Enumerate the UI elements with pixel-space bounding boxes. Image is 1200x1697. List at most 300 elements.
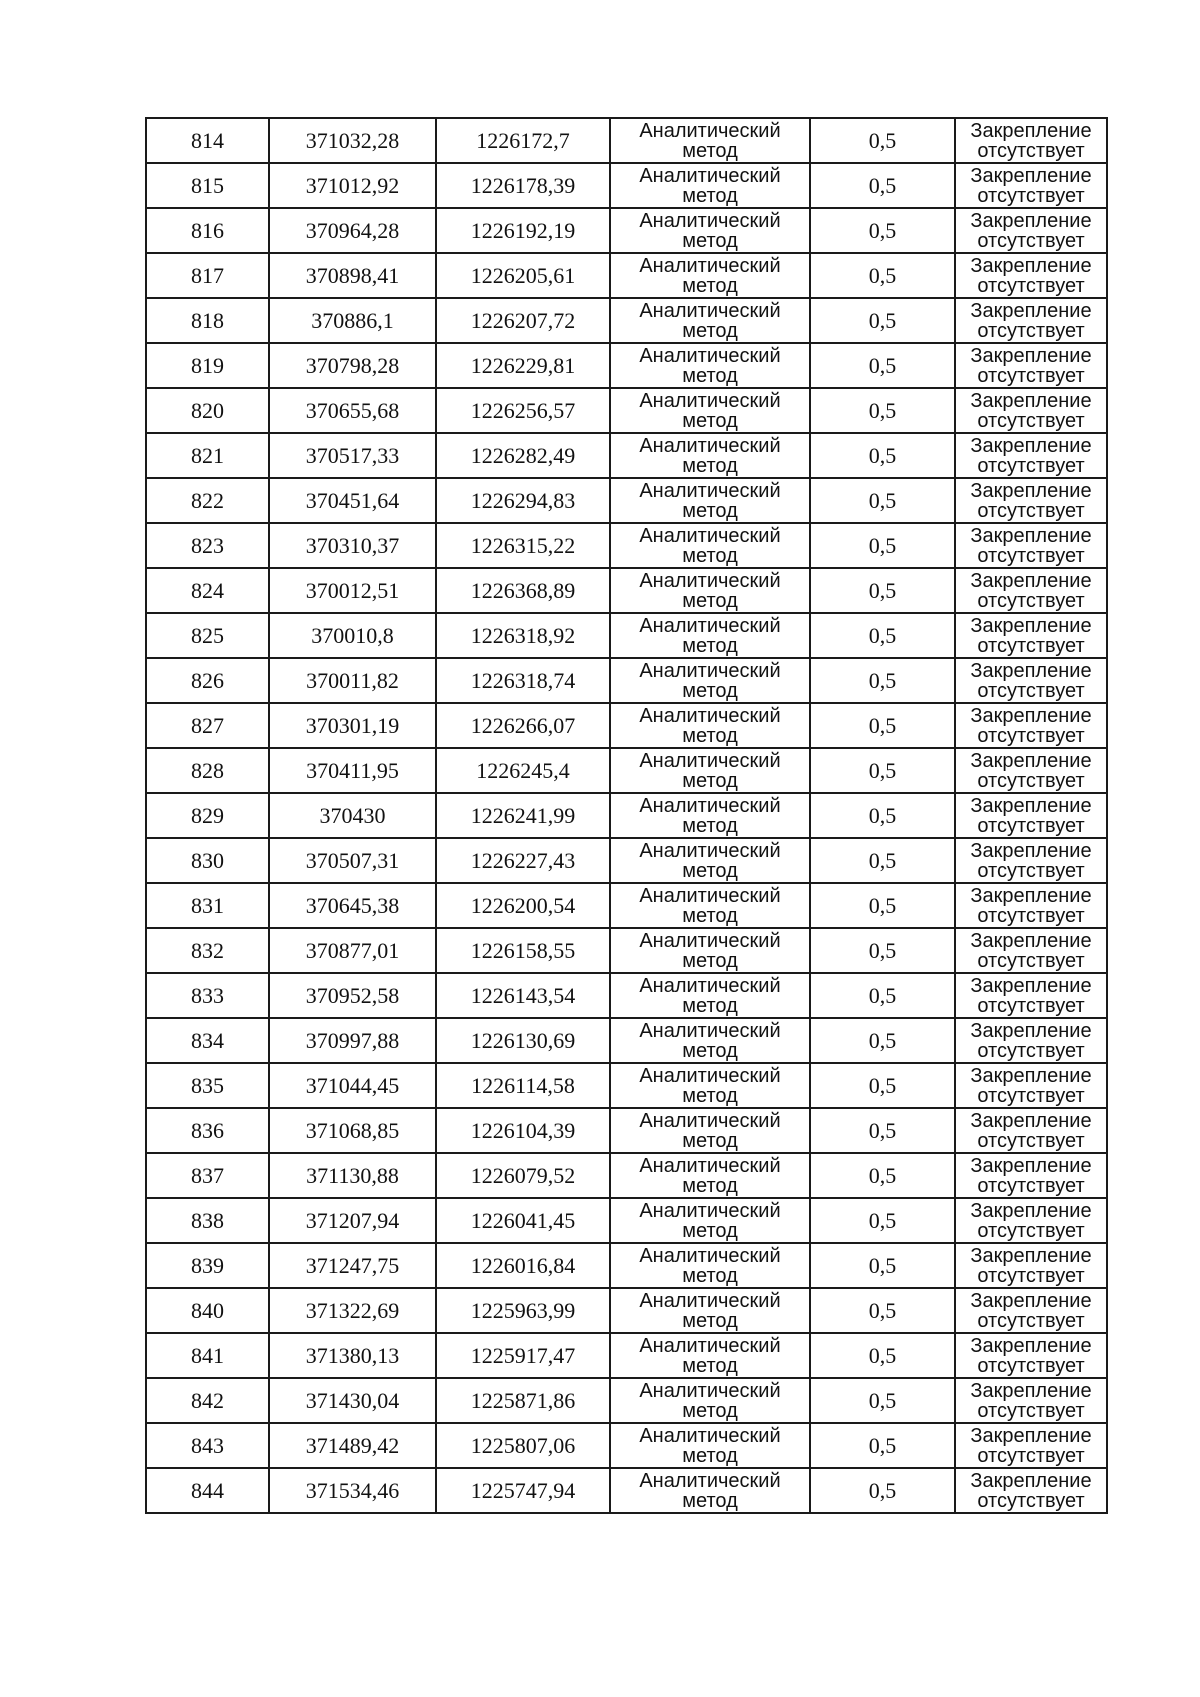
y-coordinate-cell: 1226205,61 xyxy=(436,253,610,298)
fixing-cell xyxy=(955,613,1107,658)
table-row xyxy=(146,343,1107,388)
fixing-cell xyxy=(955,1063,1107,1108)
method-cell xyxy=(610,1018,810,1063)
method-text-line: Аналитический xyxy=(639,839,781,862)
fixing-text-line: отсутствует xyxy=(977,1084,1085,1107)
method-text-line: Аналитический xyxy=(639,1199,781,1222)
method-cell xyxy=(610,838,810,883)
y-coordinate-cell: 1226229,81 xyxy=(436,343,610,388)
table-row xyxy=(146,208,1107,253)
fixing-cell xyxy=(955,1108,1107,1153)
fixing-text-line: Закрепление xyxy=(970,254,1092,277)
y-coordinate-cell: 1226158,55 xyxy=(436,928,610,973)
error-value-cell: 0,5 xyxy=(810,973,955,1018)
fixing-cell xyxy=(955,1288,1107,1333)
fixing-text-line: отсутствует xyxy=(977,949,1085,972)
fixing-text-line: Закрепление xyxy=(970,704,1092,727)
y-coordinate-cell: 1225963,99 xyxy=(436,1288,610,1333)
y-coordinate-cell: 1226079,52 xyxy=(436,1153,610,1198)
error-value-cell: 0,5 xyxy=(810,163,955,208)
method-text-line: метод xyxy=(682,229,738,252)
method-text-line: метод xyxy=(682,634,738,657)
point-number-cell: 827 xyxy=(146,703,269,748)
x-coordinate-cell: 370430 xyxy=(269,793,436,838)
point-number-cell: 818 xyxy=(146,298,269,343)
method-text-line: Аналитический xyxy=(639,164,781,187)
x-coordinate-cell: 370310,37 xyxy=(269,523,436,568)
y-coordinate-cell: 1226318,92 xyxy=(436,613,610,658)
y-coordinate-cell: 1226104,39 xyxy=(436,1108,610,1153)
fixing-text-line: отсутствует xyxy=(977,1444,1085,1467)
fixing-cell xyxy=(955,973,1107,1018)
fixing-text-line: Закрепление xyxy=(970,209,1092,232)
fixing-cell xyxy=(955,1468,1107,1513)
y-coordinate-cell: 1226256,57 xyxy=(436,388,610,433)
error-value-cell: 0,5 xyxy=(810,433,955,478)
fixing-text-line: Закрепление xyxy=(970,1154,1092,1177)
error-value-cell: 0,5 xyxy=(810,793,955,838)
x-coordinate-cell: 370012,51 xyxy=(269,568,436,613)
fixing-text-line: отсутствует xyxy=(977,454,1085,477)
fixing-text-line: отсутствует xyxy=(977,1354,1085,1377)
y-coordinate-cell: 1226282,49 xyxy=(436,433,610,478)
coordinates-table-body xyxy=(146,118,1107,1513)
table-row xyxy=(146,388,1107,433)
table-row xyxy=(146,298,1107,343)
method-cell xyxy=(610,1153,810,1198)
fixing-cell xyxy=(955,838,1107,883)
y-coordinate-cell: 1226192,19 xyxy=(436,208,610,253)
fixing-cell xyxy=(955,208,1107,253)
method-text-line: метод xyxy=(682,1129,738,1152)
fixing-cell xyxy=(955,1018,1107,1063)
table-row xyxy=(146,1153,1107,1198)
method-text-line: метод xyxy=(682,949,738,972)
table-row xyxy=(146,1333,1107,1378)
x-coordinate-cell: 370645,38 xyxy=(269,883,436,928)
error-value-cell: 0,5 xyxy=(810,883,955,928)
fixing-text-line: отсутствует xyxy=(977,1309,1085,1332)
y-coordinate-cell: 1225871,86 xyxy=(436,1378,610,1423)
table-row xyxy=(146,928,1107,973)
method-text-line: метод xyxy=(682,1354,738,1377)
fixing-cell xyxy=(955,163,1107,208)
y-coordinate-cell: 1226315,22 xyxy=(436,523,610,568)
method-cell xyxy=(610,208,810,253)
fixing-cell xyxy=(955,748,1107,793)
fixing-cell xyxy=(955,118,1107,163)
error-value-cell: 0,5 xyxy=(810,208,955,253)
fixing-text-line: отсутствует xyxy=(977,364,1085,387)
point-number-cell: 830 xyxy=(146,838,269,883)
method-text-line: метод xyxy=(682,679,738,702)
method-cell xyxy=(610,703,810,748)
table-row xyxy=(146,118,1107,163)
fixing-text-line: отсутствует xyxy=(977,184,1085,207)
method-cell xyxy=(610,433,810,478)
x-coordinate-cell: 370997,88 xyxy=(269,1018,436,1063)
error-value-cell: 0,5 xyxy=(810,118,955,163)
method-text-line: Аналитический xyxy=(639,1154,781,1177)
table-row xyxy=(146,478,1107,523)
method-cell xyxy=(610,1108,810,1153)
fixing-text-line: отсутствует xyxy=(977,1399,1085,1422)
method-text-line: Аналитический xyxy=(639,344,781,367)
error-value-cell: 0,5 xyxy=(810,388,955,433)
error-value-cell: 0,5 xyxy=(810,1153,955,1198)
x-coordinate-cell: 370964,28 xyxy=(269,208,436,253)
method-text-line: Аналитический xyxy=(639,209,781,232)
method-text-line: метод xyxy=(682,724,738,747)
y-coordinate-cell: 1226178,39 xyxy=(436,163,610,208)
fixing-text-line: Закрепление xyxy=(970,884,1092,907)
method-text-line: метод xyxy=(682,1309,738,1332)
method-text-line: метод xyxy=(682,1174,738,1197)
table-row xyxy=(146,253,1107,298)
table-row xyxy=(146,793,1107,838)
y-coordinate-cell: 1226143,54 xyxy=(436,973,610,1018)
fixing-text-line: отсутствует xyxy=(977,139,1085,162)
method-cell xyxy=(610,1243,810,1288)
y-coordinate-cell: 1226130,69 xyxy=(436,1018,610,1063)
x-coordinate-cell: 370011,82 xyxy=(269,658,436,703)
fixing-text-line: Закрепление xyxy=(970,794,1092,817)
point-number-cell: 837 xyxy=(146,1153,269,1198)
method-cell xyxy=(610,1468,810,1513)
fixing-text-line: отсутствует xyxy=(977,589,1085,612)
y-coordinate-cell: 1226266,07 xyxy=(436,703,610,748)
table-row xyxy=(146,613,1107,658)
y-coordinate-cell: 1226245,4 xyxy=(436,748,610,793)
fixing-cell xyxy=(955,388,1107,433)
table-row xyxy=(146,1063,1107,1108)
method-text-line: Аналитический xyxy=(639,1109,781,1132)
fixing-text-line: Закрепление xyxy=(970,659,1092,682)
x-coordinate-cell: 371044,45 xyxy=(269,1063,436,1108)
fixing-text-line: отсутствует xyxy=(977,1039,1085,1062)
table-row xyxy=(146,523,1107,568)
method-text-line: Аналитический xyxy=(639,614,781,637)
error-value-cell: 0,5 xyxy=(810,568,955,613)
error-value-cell: 0,5 xyxy=(810,1468,955,1513)
fixing-text-line: Закрепление xyxy=(970,434,1092,457)
method-text-line: метод xyxy=(682,409,738,432)
point-number-cell: 823 xyxy=(146,523,269,568)
point-number-cell: 825 xyxy=(146,613,269,658)
fixing-text-line: отсутствует xyxy=(977,1219,1085,1242)
method-cell xyxy=(610,973,810,1018)
y-coordinate-cell: 1226318,74 xyxy=(436,658,610,703)
fixing-text-line: отсутствует xyxy=(977,814,1085,837)
error-value-cell: 0,5 xyxy=(810,703,955,748)
fixing-text-line: отсутствует xyxy=(977,859,1085,882)
method-text-line: Аналитический xyxy=(639,1379,781,1402)
x-coordinate-cell: 371534,46 xyxy=(269,1468,436,1513)
method-text-line: Аналитический xyxy=(639,1469,781,1492)
method-text-line: метод xyxy=(682,1444,738,1467)
fixing-text-line: Закрепление xyxy=(970,1019,1092,1042)
method-text-line: Аналитический xyxy=(639,974,781,997)
method-text-line: метод xyxy=(682,1489,738,1512)
fixing-text-line: отсутствует xyxy=(977,904,1085,927)
x-coordinate-cell: 371489,42 xyxy=(269,1423,436,1468)
y-coordinate-cell: 1226200,54 xyxy=(436,883,610,928)
fixing-cell xyxy=(955,1153,1107,1198)
error-value-cell: 0,5 xyxy=(810,1288,955,1333)
fixing-cell xyxy=(955,523,1107,568)
fixing-text-line: Закрепление xyxy=(970,119,1092,142)
method-text-line: Аналитический xyxy=(639,1064,781,1087)
fixing-text-line: отсутствует xyxy=(977,274,1085,297)
method-cell xyxy=(610,478,810,523)
point-number-cell: 843 xyxy=(146,1423,269,1468)
fixing-text-line: отсутствует xyxy=(977,679,1085,702)
fixing-text-line: Закрепление xyxy=(970,1064,1092,1087)
fixing-cell xyxy=(955,478,1107,523)
x-coordinate-cell: 371012,92 xyxy=(269,163,436,208)
fixing-text-line: Закрепление xyxy=(970,839,1092,862)
fixing-cell xyxy=(955,253,1107,298)
fixing-cell xyxy=(955,343,1107,388)
table-row xyxy=(146,433,1107,478)
method-cell xyxy=(610,658,810,703)
method-text-line: метод xyxy=(682,1084,738,1107)
x-coordinate-cell: 371322,69 xyxy=(269,1288,436,1333)
method-text-line: Аналитический xyxy=(639,659,781,682)
fixing-text-line: Закрепление xyxy=(970,974,1092,997)
method-cell xyxy=(610,523,810,568)
fixing-text-line: Закрепление xyxy=(970,479,1092,502)
y-coordinate-cell: 1225917,47 xyxy=(436,1333,610,1378)
point-number-cell: 822 xyxy=(146,478,269,523)
method-cell xyxy=(610,748,810,793)
point-number-cell: 836 xyxy=(146,1108,269,1153)
fixing-text-line: отсутствует xyxy=(977,1174,1085,1197)
fixing-text-line: Закрепление xyxy=(970,614,1092,637)
table-row xyxy=(146,1468,1107,1513)
point-number-cell: 841 xyxy=(146,1333,269,1378)
fixing-text-line: Закрепление xyxy=(970,1424,1092,1447)
fixing-cell xyxy=(955,568,1107,613)
method-text-line: Аналитический xyxy=(639,524,781,547)
error-value-cell: 0,5 xyxy=(810,1423,955,1468)
fixing-cell xyxy=(955,1243,1107,1288)
table-row xyxy=(146,883,1107,928)
error-value-cell: 0,5 xyxy=(810,838,955,883)
method-text-line: метод xyxy=(682,544,738,567)
table-row xyxy=(146,1378,1107,1423)
point-number-cell: 839 xyxy=(146,1243,269,1288)
fixing-text-line: Закрепление xyxy=(970,1244,1092,1267)
error-value-cell: 0,5 xyxy=(810,928,955,973)
method-text-line: метод xyxy=(682,994,738,1017)
method-text-line: метод xyxy=(682,589,738,612)
fixing-text-line: Закрепление xyxy=(970,569,1092,592)
x-coordinate-cell: 371207,94 xyxy=(269,1198,436,1243)
table-row xyxy=(146,658,1107,703)
x-coordinate-cell: 370952,58 xyxy=(269,973,436,1018)
method-text-line: Аналитический xyxy=(639,1289,781,1312)
method-text-line: метод xyxy=(682,319,738,342)
fixing-text-line: Закрепление xyxy=(970,164,1092,187)
fixing-cell xyxy=(955,1378,1107,1423)
method-text-line: метод xyxy=(682,364,738,387)
method-text-line: Аналитический xyxy=(639,929,781,952)
y-coordinate-cell: 1226227,43 xyxy=(436,838,610,883)
point-number-cell: 829 xyxy=(146,793,269,838)
point-number-cell: 835 xyxy=(146,1063,269,1108)
method-cell xyxy=(610,1423,810,1468)
point-number-cell: 828 xyxy=(146,748,269,793)
point-number-cell: 833 xyxy=(146,973,269,1018)
method-text-line: Аналитический xyxy=(639,1019,781,1042)
fixing-cell xyxy=(955,883,1107,928)
point-number-cell: 820 xyxy=(146,388,269,433)
method-text-line: метод xyxy=(682,139,738,162)
table-row xyxy=(146,1288,1107,1333)
method-text-line: метод xyxy=(682,769,738,792)
table-row xyxy=(146,1018,1107,1063)
coordinates-table xyxy=(145,117,1108,1514)
table-row xyxy=(146,1423,1107,1468)
method-text-line: Аналитический xyxy=(639,1244,781,1267)
method-text-line: Аналитический xyxy=(639,299,781,322)
method-text-line: Аналитический xyxy=(639,1424,781,1447)
point-number-cell: 816 xyxy=(146,208,269,253)
fixing-cell xyxy=(955,298,1107,343)
error-value-cell: 0,5 xyxy=(810,523,955,568)
method-text-line: метод xyxy=(682,859,738,882)
method-cell xyxy=(610,793,810,838)
error-value-cell: 0,5 xyxy=(810,343,955,388)
x-coordinate-cell: 370798,28 xyxy=(269,343,436,388)
method-cell xyxy=(610,343,810,388)
point-number-cell: 832 xyxy=(146,928,269,973)
x-coordinate-cell: 371130,88 xyxy=(269,1153,436,1198)
fixing-text-line: Закрепление xyxy=(970,1334,1092,1357)
table-row xyxy=(146,973,1107,1018)
fixing-text-line: Закрепление xyxy=(970,1109,1092,1132)
x-coordinate-cell: 371380,13 xyxy=(269,1333,436,1378)
fixing-cell xyxy=(955,703,1107,748)
point-number-cell: 815 xyxy=(146,163,269,208)
fixing-cell xyxy=(955,658,1107,703)
method-text-line: метод xyxy=(682,274,738,297)
x-coordinate-cell: 370301,19 xyxy=(269,703,436,748)
error-value-cell: 0,5 xyxy=(810,748,955,793)
error-value-cell: 0,5 xyxy=(810,1018,955,1063)
fixing-cell xyxy=(955,1423,1107,1468)
method-text-line: Аналитический xyxy=(639,569,781,592)
table-row xyxy=(146,838,1107,883)
table-row xyxy=(146,703,1107,748)
error-value-cell: 0,5 xyxy=(810,1063,955,1108)
fixing-text-line: Закрепление xyxy=(970,929,1092,952)
method-cell xyxy=(610,1378,810,1423)
point-number-cell: 842 xyxy=(146,1378,269,1423)
y-coordinate-cell: 1226368,89 xyxy=(436,568,610,613)
y-coordinate-cell: 1226016,84 xyxy=(436,1243,610,1288)
fixing-text-line: отсутствует xyxy=(977,1129,1085,1152)
method-cell xyxy=(610,928,810,973)
fixing-text-line: Закрепление xyxy=(970,389,1092,412)
point-number-cell: 844 xyxy=(146,1468,269,1513)
point-number-cell: 834 xyxy=(146,1018,269,1063)
method-text-line: метод xyxy=(682,184,738,207)
x-coordinate-cell: 370517,33 xyxy=(269,433,436,478)
y-coordinate-cell: 1226294,83 xyxy=(436,478,610,523)
method-cell xyxy=(610,388,810,433)
method-text-line: Аналитический xyxy=(639,884,781,907)
method-cell xyxy=(610,253,810,298)
point-number-cell: 838 xyxy=(146,1198,269,1243)
fixing-text-line: отсутствует xyxy=(977,544,1085,567)
table-row xyxy=(146,1243,1107,1288)
fixing-text-line: Закрепление xyxy=(970,1199,1092,1222)
method-cell xyxy=(610,1333,810,1378)
fixing-cell xyxy=(955,793,1107,838)
method-text-line: Аналитический xyxy=(639,704,781,727)
fixing-cell xyxy=(955,928,1107,973)
x-coordinate-cell: 370877,01 xyxy=(269,928,436,973)
method-cell xyxy=(610,298,810,343)
fixing-cell xyxy=(955,1198,1107,1243)
y-coordinate-cell: 1226241,99 xyxy=(436,793,610,838)
method-text-line: Аналитический xyxy=(639,794,781,817)
x-coordinate-cell: 370507,31 xyxy=(269,838,436,883)
x-coordinate-cell: 370411,95 xyxy=(269,748,436,793)
point-number-cell: 840 xyxy=(146,1288,269,1333)
point-number-cell: 821 xyxy=(146,433,269,478)
error-value-cell: 0,5 xyxy=(810,478,955,523)
x-coordinate-cell: 370451,64 xyxy=(269,478,436,523)
fixing-text-line: Закрепление xyxy=(970,299,1092,322)
point-number-cell: 814 xyxy=(146,118,269,163)
fixing-text-line: отсутствует xyxy=(977,499,1085,522)
y-coordinate-cell: 1225807,06 xyxy=(436,1423,610,1468)
point-number-cell: 824 xyxy=(146,568,269,613)
method-cell xyxy=(610,883,810,928)
x-coordinate-cell: 370655,68 xyxy=(269,388,436,433)
fixing-text-line: отсутствует xyxy=(977,1489,1085,1512)
error-value-cell: 0,5 xyxy=(810,1108,955,1153)
method-text-line: Аналитический xyxy=(639,254,781,277)
error-value-cell: 0,5 xyxy=(810,1378,955,1423)
method-cell xyxy=(610,1063,810,1108)
method-text-line: метод xyxy=(682,1399,738,1422)
point-number-cell: 817 xyxy=(146,253,269,298)
fixing-text-line: отсутствует xyxy=(977,229,1085,252)
method-text-line: метод xyxy=(682,814,738,837)
fixing-text-line: отсутствует xyxy=(977,319,1085,342)
fixing-cell xyxy=(955,433,1107,478)
point-number-cell: 826 xyxy=(146,658,269,703)
fixing-text-line: отсутствует xyxy=(977,724,1085,747)
x-coordinate-cell: 371247,75 xyxy=(269,1243,436,1288)
method-cell xyxy=(610,1288,810,1333)
y-coordinate-cell: 1225747,94 xyxy=(436,1468,610,1513)
fixing-text-line: отсутствует xyxy=(977,634,1085,657)
x-coordinate-cell: 370010,8 xyxy=(269,613,436,658)
method-cell xyxy=(610,163,810,208)
x-coordinate-cell: 371068,85 xyxy=(269,1108,436,1153)
point-number-cell: 831 xyxy=(146,883,269,928)
error-value-cell: 0,5 xyxy=(810,613,955,658)
method-text-line: Аналитический xyxy=(639,434,781,457)
method-cell xyxy=(610,118,810,163)
method-text-line: Аналитический xyxy=(639,119,781,142)
method-text-line: Аналитический xyxy=(639,389,781,412)
